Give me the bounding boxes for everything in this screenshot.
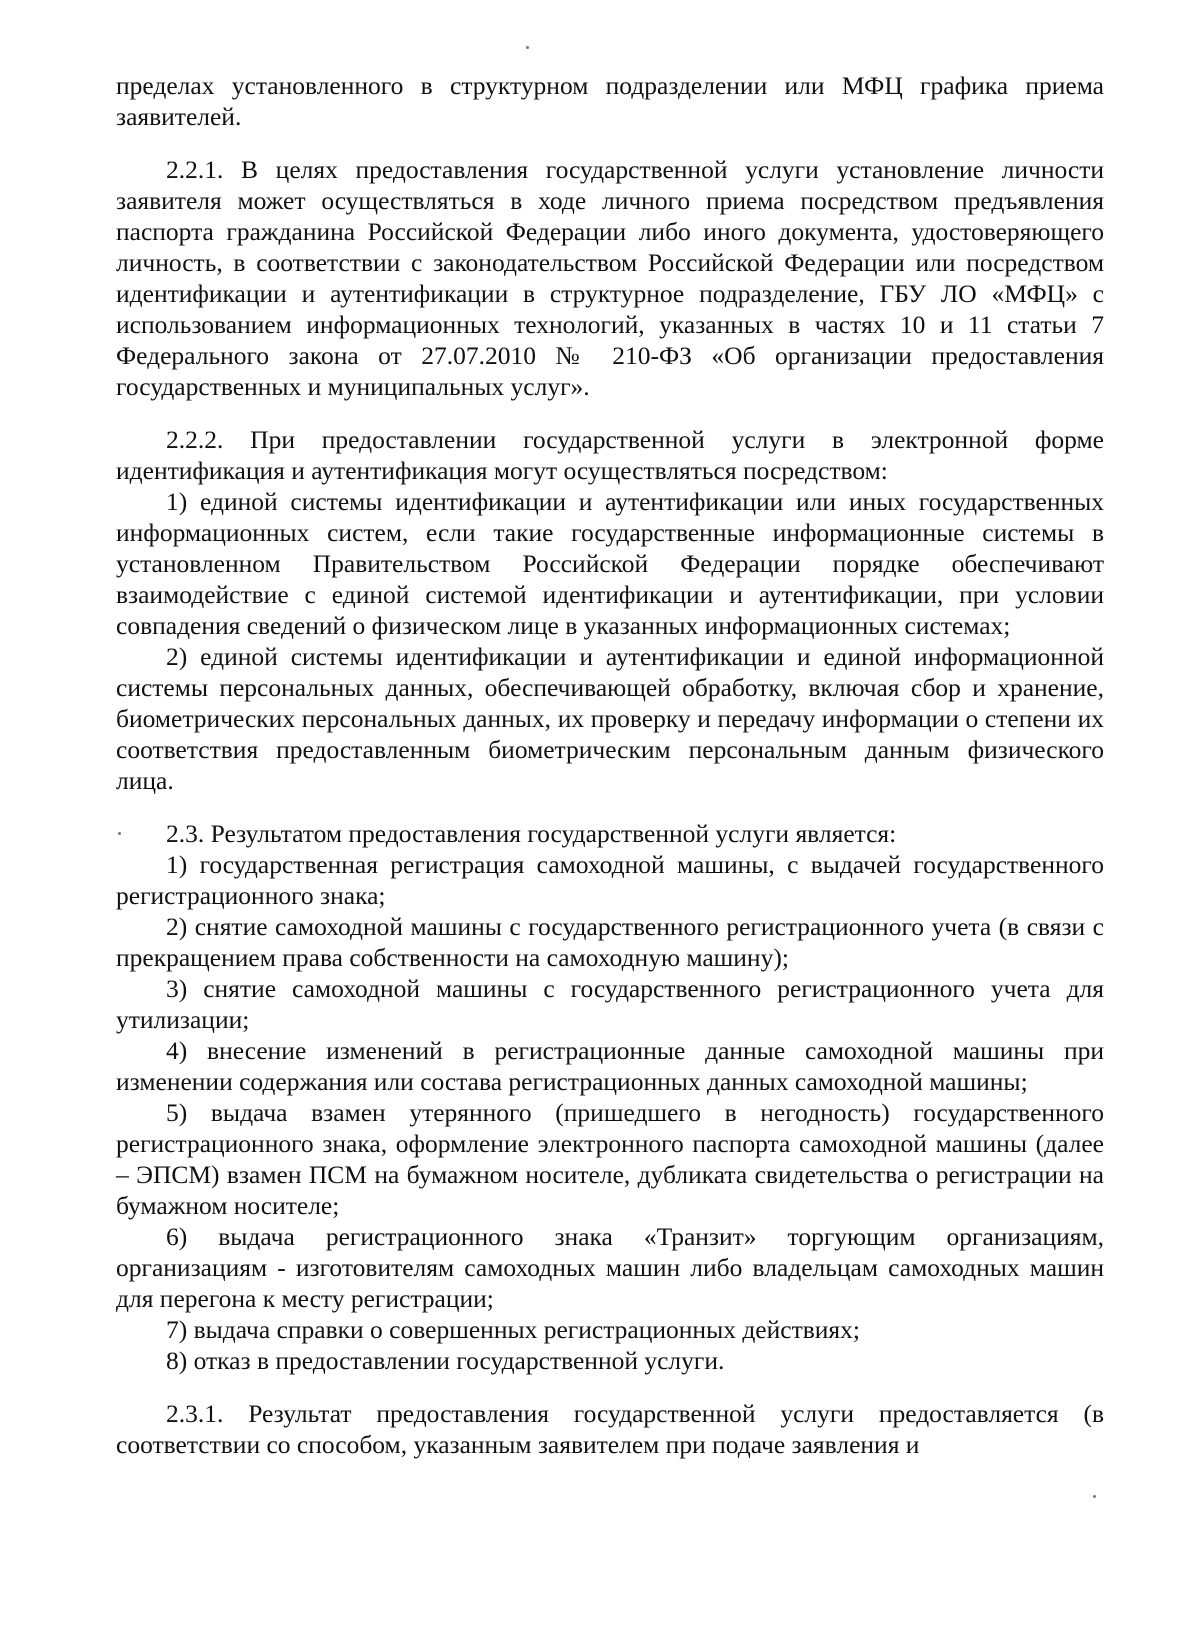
paragraph-2-3-1: 2.3.1. Результат предоставления государственной услуги предоставляется (в соответствии со способом, указанным заявителем при подаче заявления и [116, 1399, 1104, 1459]
list-item-2-3-4: 4) внесение изменений в регистрационные данные самоходной машины при изменении содержания или состава регистрационных данных самоходной машины; [116, 1036, 1104, 1096]
paragraph-2-3: 2.3. Результатом предоставления государственной услуги является: [166, 819, 897, 848]
list-item-2-3-6: 6) выдача регистрационного знака «Транзит» торгующим организациям, организациям - изготовителям самоходных машин либо владельцам самоходных машин для перегона к месту регистрации; [116, 1222, 1104, 1313]
list-item-2-3-2: 2) снятие самоходной машины с государственного регистрационного учета (в связи с прекращением права собственности на самоходную машину); [116, 912, 1104, 972]
list-item-2-3-8: 8) отказ в предоставлении государственной услуги. [166, 1346, 725, 1375]
list-item-2-3-7: 7) выдача справки о совершенных регистрационных действиях; [166, 1315, 860, 1344]
paragraph-continuation: пределах установленного в структурном подразделении или МФЦ графика приема заявителей. [116, 71, 1104, 131]
scan-speck [526, 46, 529, 49]
list-item-2-3-3: 3) снятие самоходной машины с государственного регистрационного учета для утилизации; [116, 974, 1104, 1034]
paragraph-2-2-1: 2.2.1. В целях предоставления государственной услуги установление личности заявителя может осуществляться в ходе личного приема посредством предъявления паспорта гражданина Российской Федерации либо иного документа, удостоверяющего личность, в соответствии с законодательством Российской Федерации или посредством идентификации и аутентификации в структурное подразделение, ГБУ ЛО «МФЦ» с использованием информационных технологий, указанных в частях 10 и 11 статьи 7 Федерального закона от 27.07.2010 № 210-ФЗ «Об организации предоставления государственных и муниципальных услуг». [116, 155, 1104, 401]
scan-speck [1093, 1495, 1096, 1498]
document-body [116, 70, 1104, 1460]
list-item-2-3-5: 5) выдача взамен утерянного (пришедшего в негодность) государственного регистрационного знака, оформление электронного паспорта самоходной машины (далее – ЭПСМ) взамен ПСМ на бумажном носителе, дубликата свидетельства о регистрации на бумажном носителе; [116, 1098, 1104, 1220]
list-item-2-3-1: 1) государственная регистрация самоходной машины, с выдачей государственного регистрационного знака; [116, 850, 1104, 910]
paragraph-2-2-2: 2.2.2. При предоставлении государственной услуги в электронной форме идентификация и аутентификация могут осуществляться посредством: [116, 425, 1104, 485]
list-item-2-2-2-2: 2) единой системы идентификации и аутентификации и единой информационной системы персональных данных, обеспечивающей обработку, включая сбор и хранение, биометрических персональных данных, их проверку и передачу информации о степени их соответствия предоставленным биометрическим персональным данным физического лица. [116, 642, 1104, 795]
list-item-2-2-2-1: 1) единой системы идентификации и аутентификации или иных государственных информационных систем, если такие государственные информационные системы в установленном Правительством Российской Федерации порядке обеспечивают взаимодействие с единой системой идентификации и аутентификации, при условии совпадения сведений о физическом лице в указанных информационных системах; [116, 487, 1104, 640]
